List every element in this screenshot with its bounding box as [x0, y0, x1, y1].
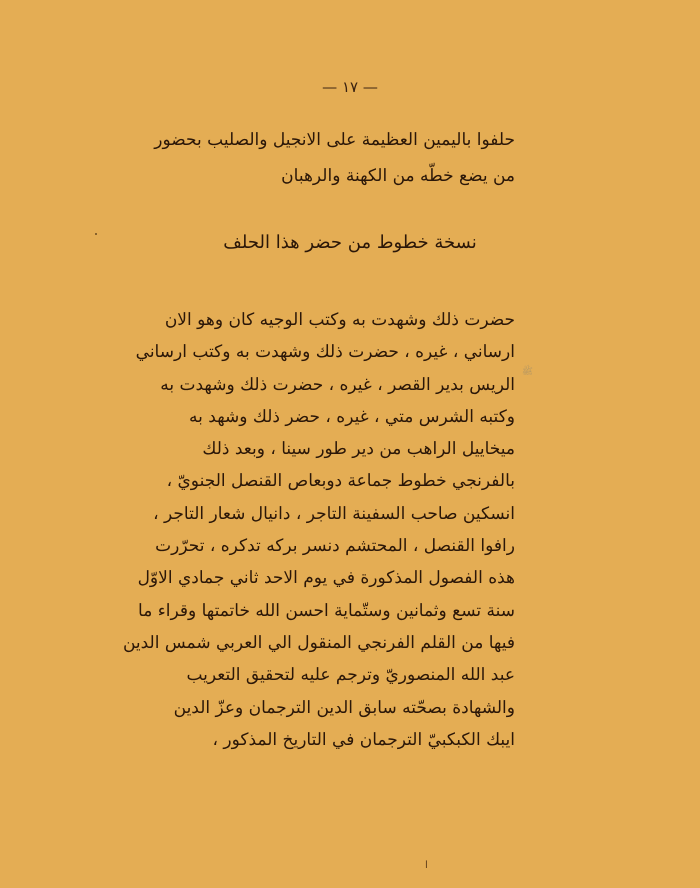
body-line: ارساني ، غيره ، حضرت ذلك وشهدت به وكتب ارساني — [135, 342, 515, 363]
body-line: رافوا القنصل ، المحتشم دنسر بركه تدكره ، تحرّرت — [155, 536, 515, 557]
intro-paragraph — [115, 122, 515, 194]
page-number: — ١٧ — — [322, 78, 378, 96]
body-line: بالفرنجي خطوط جماعة دوبعاص القنصل الجنويّ ، — [166, 471, 515, 492]
body-line: وكتبه الشرس متي ، غيره ، حضر ذلك وشهد به — [189, 406, 515, 427]
section-heading: نسخة خطوط من حضر هذا الحلف — [223, 232, 477, 253]
body-paragraph — [115, 304, 515, 756]
body-line: هذه الفصول المذكورة في يوم الاحد ثاني جمادي الاوّل — [137, 568, 515, 589]
body-line: انسكين صاحب السفينة التاجر ، دانيال شعار التاجر ، — [153, 503, 515, 524]
signature-mark: ا — [425, 860, 428, 871]
intro-line: حلفوا باليمين العظيمة على الانجيل والصليب بحضور — [154, 130, 515, 150]
body-line: ايبك الكبكبيّ الترجمان في التاريخ المذكور ، — [212, 729, 515, 750]
body-line: سنة تسع وثمانين وستّماية احسن الله خاتمتها وقراء ما — [138, 600, 515, 621]
body-line: حضرت ذلك وشهدت به وكتب الوجيه كان وهو الان — [164, 310, 515, 330]
body-line: والشهادة بصحّته سابق الدين الترجمان وعزّ الدين — [173, 697, 515, 718]
body-line: فيها من القلم الفرنجي المنقول الي العربي شمس الدين — [122, 632, 515, 653]
margin-mark: ﷺ — [522, 367, 533, 377]
body-line: ميخاييل الراهب من دير طور سينا ، وبعد ذلك — [202, 439, 515, 460]
body-line: الريس بدير القصر ، غيره ، حضرت ذلك وشهدت به — [160, 374, 515, 395]
intro-line: من يضع خطّه من الكهنة والرهبان — [281, 166, 515, 186]
body-line: عبد الله المنصوريّ وترجم عليه لتحقيق التعريب — [186, 665, 515, 686]
